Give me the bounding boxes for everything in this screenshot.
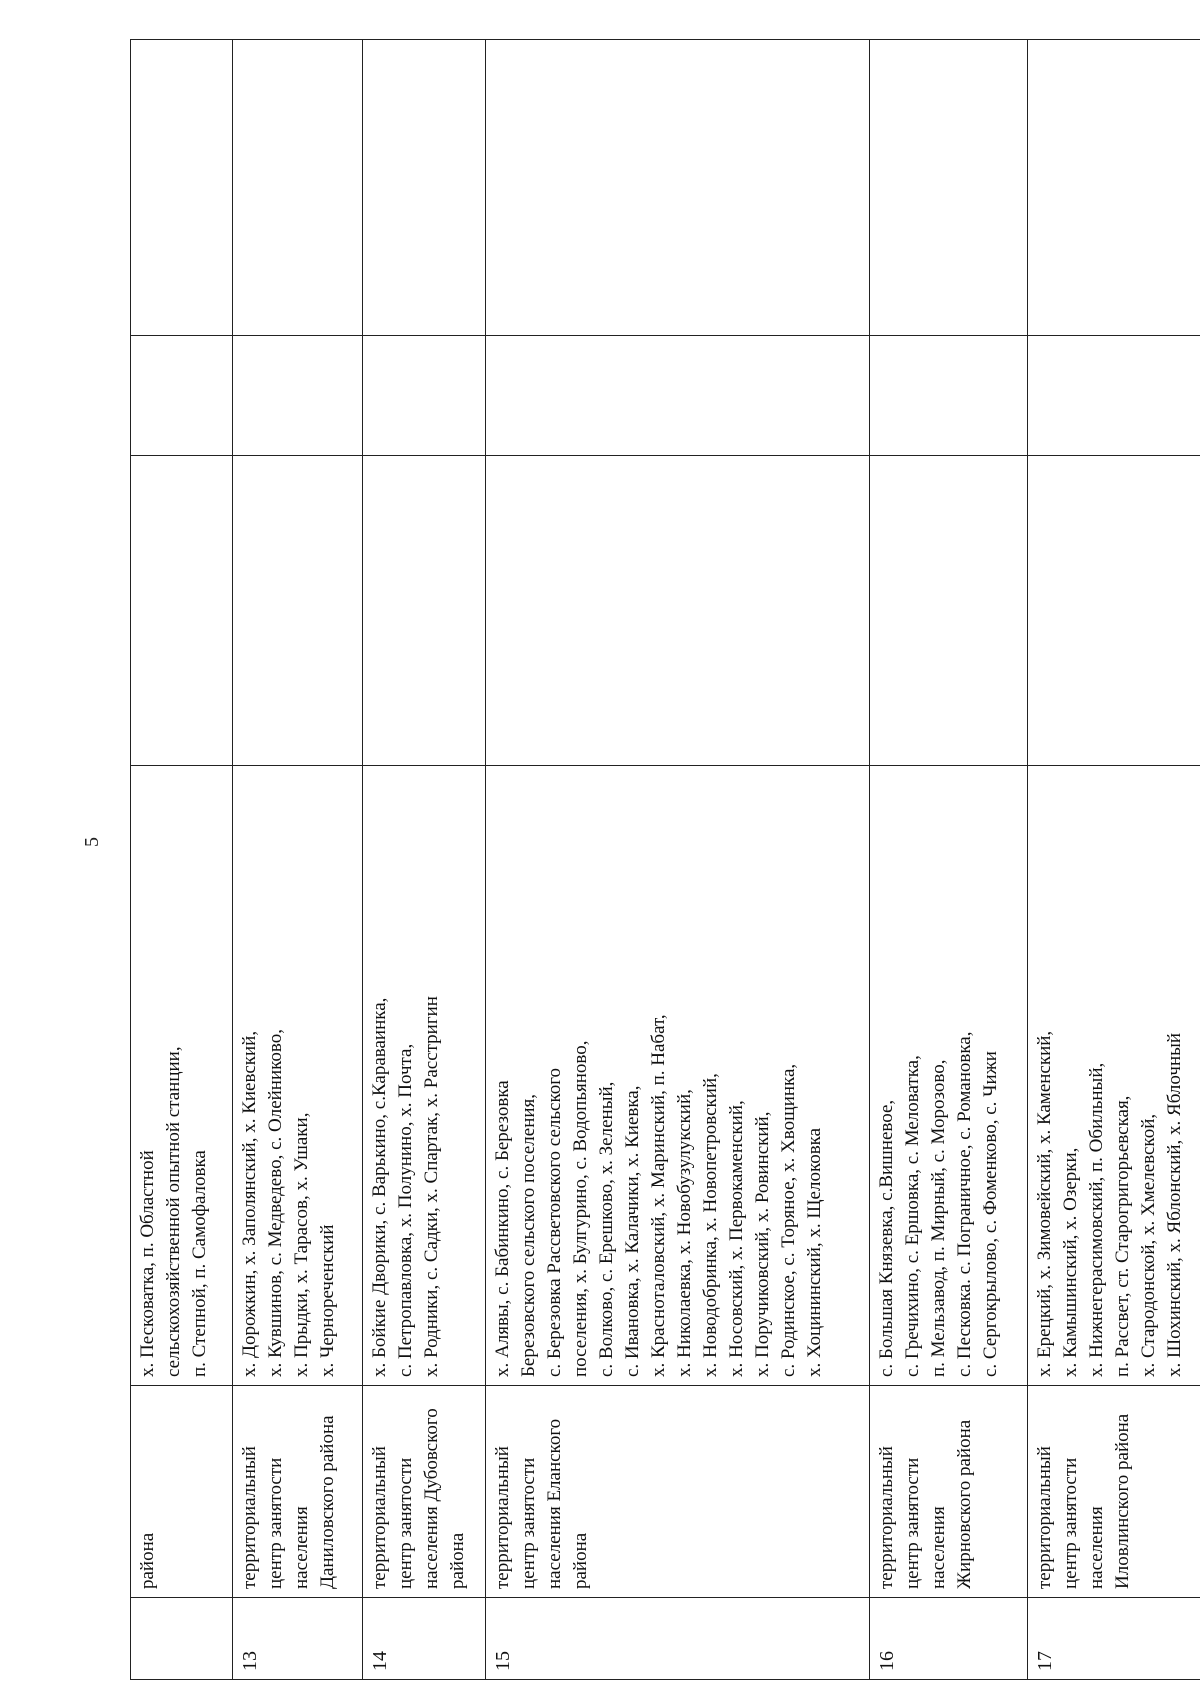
empty-cell-3	[362, 40, 486, 336]
empty-cell-1	[486, 456, 870, 766]
empty-cell-2	[870, 336, 1028, 456]
settlement-line: п. Степной, п. Самофаловка	[189, 1150, 210, 1377]
table-row	[362, 40, 486, 1680]
places-table	[130, 39, 1200, 1680]
settlement-line: с. Березовка Рассветовского сельского	[544, 1067, 566, 1377]
organization-line: населения Дубовского	[420, 1408, 442, 1589]
organization-line: района	[137, 1532, 158, 1589]
settlement-line: х. Стародонской, х. Хмелевской,	[1138, 1113, 1160, 1377]
settlement-line: х. Шохинский, х. Яблонский, х. Яблочный	[1164, 1032, 1186, 1377]
empty-cell-3	[131, 40, 233, 336]
row-number-cell: 13	[233, 1598, 362, 1680]
settlement-line: Березовского сельского поселения,	[518, 1093, 540, 1377]
row-number-cell: 14	[362, 1598, 486, 1680]
settlement-line: х. Песковатка, п. Областной	[137, 1150, 158, 1377]
empty-cell-2	[131, 336, 233, 456]
organization-line: центр занятости	[265, 1457, 287, 1589]
organization-line: Жирновского района	[954, 1419, 976, 1589]
empty-cell-1	[233, 456, 362, 766]
settlement-line: х. Кувшинов, с. Медведево, с. Олейниково,	[265, 1029, 287, 1377]
organization-cell	[1028, 1386, 1200, 1598]
settlement-line: х. Хоцининский, х. Щелоковка	[804, 1127, 826, 1377]
organization-line: территориальный	[492, 1446, 514, 1589]
settlement-line: х. Алявы, с. Бабинкино, с. Березовка	[492, 1080, 514, 1377]
settlements-cell	[233, 766, 362, 1386]
empty-cell-1	[870, 456, 1028, 766]
settlement-line: сельскохозяйственной опытной станции,	[163, 1046, 184, 1377]
organization-line: населения	[928, 1506, 950, 1589]
organization-cell	[486, 1386, 870, 1598]
table-row	[870, 40, 1028, 1680]
settlement-line: х. Прыдки, х. Тарасов, х. Ушаки,	[291, 1112, 313, 1377]
organization-line: населения	[291, 1506, 313, 1589]
empty-cell-3	[870, 40, 1028, 336]
table-row	[486, 40, 870, 1680]
settlement-line: х. Красноталовский, х. Маринский, п. Набат,	[648, 1014, 670, 1377]
organization-line: района	[446, 1532, 468, 1589]
empty-cell-3	[486, 40, 870, 336]
organization-line: населения	[1086, 1506, 1108, 1589]
empty-cell-1	[131, 456, 233, 766]
settlement-line: х. Поручиковский, х. Ровинский,	[752, 1111, 774, 1377]
table-body	[131, 40, 1200, 1680]
empty-cell-3	[233, 40, 362, 336]
organization-line: центр занятости	[394, 1457, 416, 1589]
settlements-cell	[486, 766, 870, 1386]
settlement-line: с. Петропавловка, х. Полунино, х. Почта,	[394, 1043, 416, 1377]
settlement-line: п. Рассвет, ст. Старогригорьевская,	[1112, 1095, 1134, 1377]
organization-line: населения Еланского	[544, 1418, 566, 1589]
settlements-cell	[131, 766, 233, 1386]
settlements-cell	[870, 766, 1028, 1386]
organization-line: Даниловского района	[317, 1415, 339, 1589]
settlement-line: х. Дорожкин, х. Заполянский, х. Киевский,	[239, 1030, 261, 1377]
empty-cell-1	[362, 456, 486, 766]
settlements-cell	[1028, 766, 1200, 1386]
row-number-cell: 17	[1028, 1598, 1200, 1680]
settlement-line: х. Нижнегерасимовский, п. Обильный,	[1086, 1062, 1108, 1377]
organization-cell	[131, 1386, 233, 1598]
settlement-line: с. Гречихино, с. Ершовка, с. Меловатка,	[902, 1055, 924, 1377]
settlement-line: п. Мельзавод, п. Мирный, с. Морозово,	[928, 1059, 950, 1377]
organization-line: Иловлинского района	[1112, 1413, 1134, 1589]
empty-cell-2	[486, 336, 870, 456]
row-number-cell	[131, 1598, 233, 1680]
organization-line: центр занятости	[1060, 1457, 1082, 1589]
empty-cell-1	[1028, 456, 1200, 766]
organization-line: центр занятости	[902, 1457, 924, 1589]
settlements-cell	[362, 766, 486, 1386]
settlement-line: х. Ерецкий, х. Зимовейский, х. Каменский,	[1034, 1030, 1056, 1377]
settlement-line: х. Родники, с. Садки, х. Спартак, х. Расстригин	[420, 996, 442, 1377]
rotated-table-container	[130, 40, 1200, 1680]
table-row	[131, 40, 233, 1680]
settlement-line: поселения, х. Булгурино, с. Водопьяново,	[570, 1040, 592, 1377]
empty-cell-3	[1028, 40, 1200, 336]
settlement-line: с. Песковка. с. Пограничное, с. Романовка,	[954, 1031, 976, 1377]
organization-line: территориальный	[368, 1446, 390, 1589]
table-row	[1028, 40, 1200, 1680]
settlement-line: с. Большая Князевка, с.Вишневое,	[876, 1099, 898, 1377]
settlement-line: х. Бойкие Дворики, с. Варькино, с.Караваинка,	[368, 997, 390, 1377]
settlement-line: с. Родинское, с. Торяное, х. Хвощинка,	[778, 1063, 800, 1377]
settlement-line: х. Новодобринка, х. Новопетровский,	[700, 1073, 722, 1377]
row-number-cell: 15	[486, 1598, 870, 1680]
organization-cell	[362, 1386, 486, 1598]
settlement-line: х. Носовский, х. Первокаменский,	[726, 1100, 748, 1377]
organization-cell	[870, 1386, 1028, 1598]
settlement-line: с. Волково, с. Ерешково, х. Зеленый,	[596, 1081, 618, 1377]
row-number-cell: 16	[870, 1598, 1028, 1680]
settlement-line: х. Чернореченский	[317, 1224, 339, 1377]
organization-line: территориальный	[876, 1446, 898, 1589]
settlement-line: с. Сергокрылово, с. Фоменково, с. Чижи	[980, 1051, 1002, 1377]
organization-line: центр занятости	[518, 1457, 540, 1589]
settlement-line: с. Ивановка, х. Калачики, х. Киевка,	[622, 1085, 644, 1377]
empty-cell-2	[362, 336, 486, 456]
empty-cell-2	[233, 336, 362, 456]
empty-cell-2	[1028, 336, 1200, 456]
organization-line: территориальный	[239, 1446, 261, 1589]
page-number: 5	[81, 837, 103, 847]
organization-cell	[233, 1386, 362, 1598]
organization-line: района	[570, 1532, 592, 1589]
table-row	[233, 40, 362, 1680]
settlement-line: х. Николаевка, х. Новобузулукский,	[674, 1089, 696, 1377]
settlement-line: х. Камышинский, х. Озерки,	[1060, 1147, 1082, 1377]
organization-line: территориальный	[1034, 1446, 1056, 1589]
